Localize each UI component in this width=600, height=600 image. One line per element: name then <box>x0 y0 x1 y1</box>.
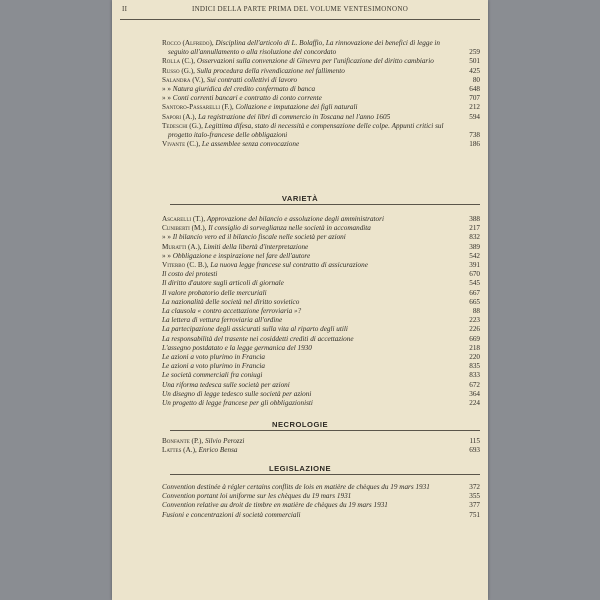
varieta-index <box>112 215 488 408</box>
entry-author: Salandra (V.), <box>162 75 207 84</box>
entry-page-number: 186 <box>469 140 480 149</box>
index-entry <box>112 362 488 371</box>
entry-title: La nazionalità delle società nel diritto sovietico <box>162 297 300 306</box>
entry-page-number: 751 <box>469 510 480 519</box>
authors-index <box>112 39 488 149</box>
index-entry <box>112 76 488 85</box>
entry-title: Conti correnti bancari e contratto di conto corrente <box>172 94 322 103</box>
entry-author: » » <box>162 94 173 103</box>
entry-page-number: 88 <box>472 307 480 316</box>
header-rule <box>120 19 480 20</box>
entry-title: Il diritto d'autore sugli articoli di giornale <box>162 279 284 288</box>
entry-title: Natura giuridica del credito confermato di banca <box>172 85 316 94</box>
entry-page-number: 545 <box>469 279 480 288</box>
entry-author: Russo (G.), <box>162 66 197 75</box>
index-entry <box>112 289 488 298</box>
index-entry <box>112 39 488 57</box>
entry-author: Viterbo (C. B.), <box>162 261 211 270</box>
entry-title: Convention portant loi uniforme sur les chèques du 19 mars 1931 <box>162 492 352 501</box>
index-entry <box>112 437 488 446</box>
index-entry <box>112 344 488 353</box>
entry-page-number: 738 <box>469 131 480 140</box>
entry-page-number: 667 <box>469 288 480 297</box>
entry-title: Il valore probatorio delle mercuriali <box>162 288 267 297</box>
entry-author: » » <box>162 233 173 242</box>
page-number: II <box>122 5 128 13</box>
entry-title: Disciplina dell'articolo di L. Bolaffio, La rinnovazione dei benefici di legge in seguito all'annullamento o alla risoluzione del concordato <box>168 39 441 57</box>
index-entry <box>112 122 488 140</box>
entry-title: Un progetto di legge francese per gli obbligazionisti <box>162 399 313 408</box>
entry-title: La clausola « contro accettazione ferroviaria »? <box>162 307 302 316</box>
entry-page-number: 224 <box>469 399 480 408</box>
entry-title: Convention relative au droit de timbre en matière de chèques du 19 mars 1931 <box>162 501 388 510</box>
index-entry <box>112 215 488 224</box>
index-entry <box>112 483 488 492</box>
index-entry <box>112 224 488 233</box>
entry-page-number: 212 <box>469 103 480 112</box>
header-title: INDICI DELLA PARTE PRIMA DEL VOLUME VENTESIMONONO <box>191 5 409 13</box>
index-entry <box>112 335 488 344</box>
entry-page-number: 217 <box>469 224 480 233</box>
section-rule <box>170 430 480 431</box>
entry-page-number: 594 <box>469 112 480 121</box>
entry-page-number: 707 <box>469 94 480 103</box>
entry-page-number: 372 <box>469 483 480 491</box>
entry-title: Fusioni e concentrazioni di società commerciali <box>162 510 301 519</box>
entry-title: Collazione e imputazione dei figli naturali <box>235 103 358 112</box>
entry-author: Vivante (C.), <box>162 140 202 149</box>
index-entry <box>112 103 488 112</box>
entry-author: Sapori (A.), <box>162 112 199 121</box>
entry-page-number: 220 <box>469 353 480 362</box>
entry-title: Osservazioni sulla convenzione di Ginevra per l'unificazione del diritto cambiario <box>196 57 434 66</box>
entry-title: La nuova legge francese sul contratto di assicurazione <box>210 261 368 270</box>
entry-title: Legittima difesa, stato di necessità e compensazione delle colpe. Appunti critici sul progetto italo-francese delle obbligazioni <box>168 121 444 140</box>
section-rule <box>170 204 480 205</box>
index-entry <box>112 243 488 252</box>
entry-title: La responsabilità del trasente nei cosiddetti crediti di accettazione <box>162 334 354 343</box>
entry-title: L'assegno postdatato e la legge germanica del 1930 <box>162 343 312 352</box>
entry-title: Le azioni a voto plurimo in Francia <box>162 353 266 362</box>
index-entry <box>112 511 488 520</box>
index-entry <box>112 381 488 390</box>
entry-page-number: 218 <box>469 343 480 352</box>
entry-page-number: 115 <box>469 437 480 445</box>
entry-page-number: 665 <box>469 297 480 306</box>
entry-page-number: 226 <box>469 325 480 334</box>
legislazione-index <box>112 483 488 520</box>
section-heading-legislazione: LEGISLAZIONE <box>268 464 332 473</box>
entry-title: La registrazione dei libri di commercio in Toscana nel l'anno 1605 <box>198 112 391 121</box>
entry-title: La partecipazione degli assicurati sulla vita al riparto degli utili <box>162 325 348 334</box>
entry-page-number: 388 <box>469 215 480 223</box>
entry-title: Una riforma tedesca sulle società per azioni <box>162 380 290 389</box>
entry-page-number: 501 <box>469 57 480 66</box>
entry-page-number: 391 <box>469 261 480 270</box>
entry-author: Lattes (A.), <box>162 446 199 455</box>
entry-title: Il bilancio vero ed il bilancio fiscale nelle società per azioni <box>172 233 346 242</box>
entry-page-number: 670 <box>469 270 480 279</box>
page-header <box>122 4 478 16</box>
section-heading-necrologie: NECROLOGIE <box>271 420 329 429</box>
entry-author: Bonfante (P.), <box>162 437 205 445</box>
index-entry <box>112 94 488 103</box>
entry-title: Enrico Bensa <box>198 446 238 455</box>
index-entry <box>112 67 488 76</box>
document-page <box>112 0 488 600</box>
entry-title: La lettera di vettura ferroviaria all'ordine <box>162 316 283 325</box>
entry-author: » » <box>162 251 173 260</box>
index-entry <box>112 270 488 279</box>
entry-title: Approvazione del bilancio e assoluzione degli amministratori <box>206 215 384 223</box>
entry-page-number: 425 <box>469 66 480 75</box>
entry-author: » » <box>162 85 173 94</box>
entry-page-number: 693 <box>469 446 480 455</box>
entry-page-number: 542 <box>469 251 480 260</box>
entry-page-number: 377 <box>469 501 480 510</box>
entry-title: Limiti della libertà d'interpretazione <box>203 242 309 251</box>
entry-page-number: 259 <box>469 48 480 57</box>
index-entry <box>112 390 488 399</box>
entry-title: Il costo dei protesti <box>162 270 218 279</box>
entry-title: Obbligazione e inspirazione nel fare dell'autore <box>172 251 311 260</box>
index-entry <box>112 446 488 455</box>
entry-title: Un disegno di legge tedesco sulle società per azioni <box>162 389 312 398</box>
entry-page-number: 648 <box>469 85 480 94</box>
entry-page-number: 669 <box>469 334 480 343</box>
entry-page-number: 833 <box>469 371 480 380</box>
entry-author: Rocco (Alfredo), <box>162 39 216 47</box>
index-entry <box>112 233 488 242</box>
index-entry <box>112 261 488 270</box>
entry-page-number: 672 <box>469 380 480 389</box>
entry-title: Sulla procedura della rivendicazione nel fallimento <box>196 66 345 75</box>
entry-author: Rolla (C.), <box>162 57 197 66</box>
index-entry <box>112 316 488 325</box>
index-entry <box>112 399 488 408</box>
entry-title: Silvio Perozzi <box>204 437 245 445</box>
entry-page-number: 223 <box>469 316 480 325</box>
section-rule <box>170 474 480 475</box>
entry-title: Le assemblee senza convocazione <box>201 140 300 149</box>
entry-title: Il consiglio di sorveglianza nelle società in accomandita <box>208 224 371 233</box>
index-entry <box>112 353 488 362</box>
entry-title: Le azioni a voto plurimo in Francia <box>162 362 266 371</box>
entry-title: Le società commerciali fra coniugi <box>162 371 263 380</box>
index-entry <box>112 140 488 149</box>
index-entry <box>112 325 488 334</box>
necrologie-index <box>112 437 488 455</box>
entry-author: Muratti (A.), <box>162 242 204 251</box>
index-entry <box>112 371 488 380</box>
section-heading-varieta: VARIETÀ <box>281 194 319 203</box>
index-entry <box>112 113 488 122</box>
index-entry <box>112 492 488 501</box>
entry-page-number: 364 <box>469 389 480 398</box>
index-entry <box>112 298 488 307</box>
entry-author: Tedeschi (G.), <box>162 121 205 130</box>
entry-page-number: 80 <box>472 75 480 84</box>
entry-page-number: 355 <box>469 492 480 501</box>
index-entry <box>112 279 488 288</box>
entry-title: Convention destinée à régler certains conflits de lois en matière de chèques du 19 mars 1931 <box>162 483 430 491</box>
entry-author: Ascarelli (T.), <box>162 215 207 223</box>
index-entry <box>112 85 488 94</box>
index-entry <box>112 252 488 261</box>
entry-page-number: 835 <box>469 362 480 371</box>
entry-title: Sui contratti collettivi di lavoro <box>206 75 298 84</box>
entry-page-number: 832 <box>469 233 480 242</box>
entry-page-number: 389 <box>469 242 480 251</box>
index-entry <box>112 307 488 316</box>
entry-author: Cuniberti (M.), <box>162 224 209 233</box>
index-entry <box>112 501 488 510</box>
entry-author: Santoro-Passarelli (F.), <box>162 103 236 112</box>
index-entry <box>112 57 488 66</box>
